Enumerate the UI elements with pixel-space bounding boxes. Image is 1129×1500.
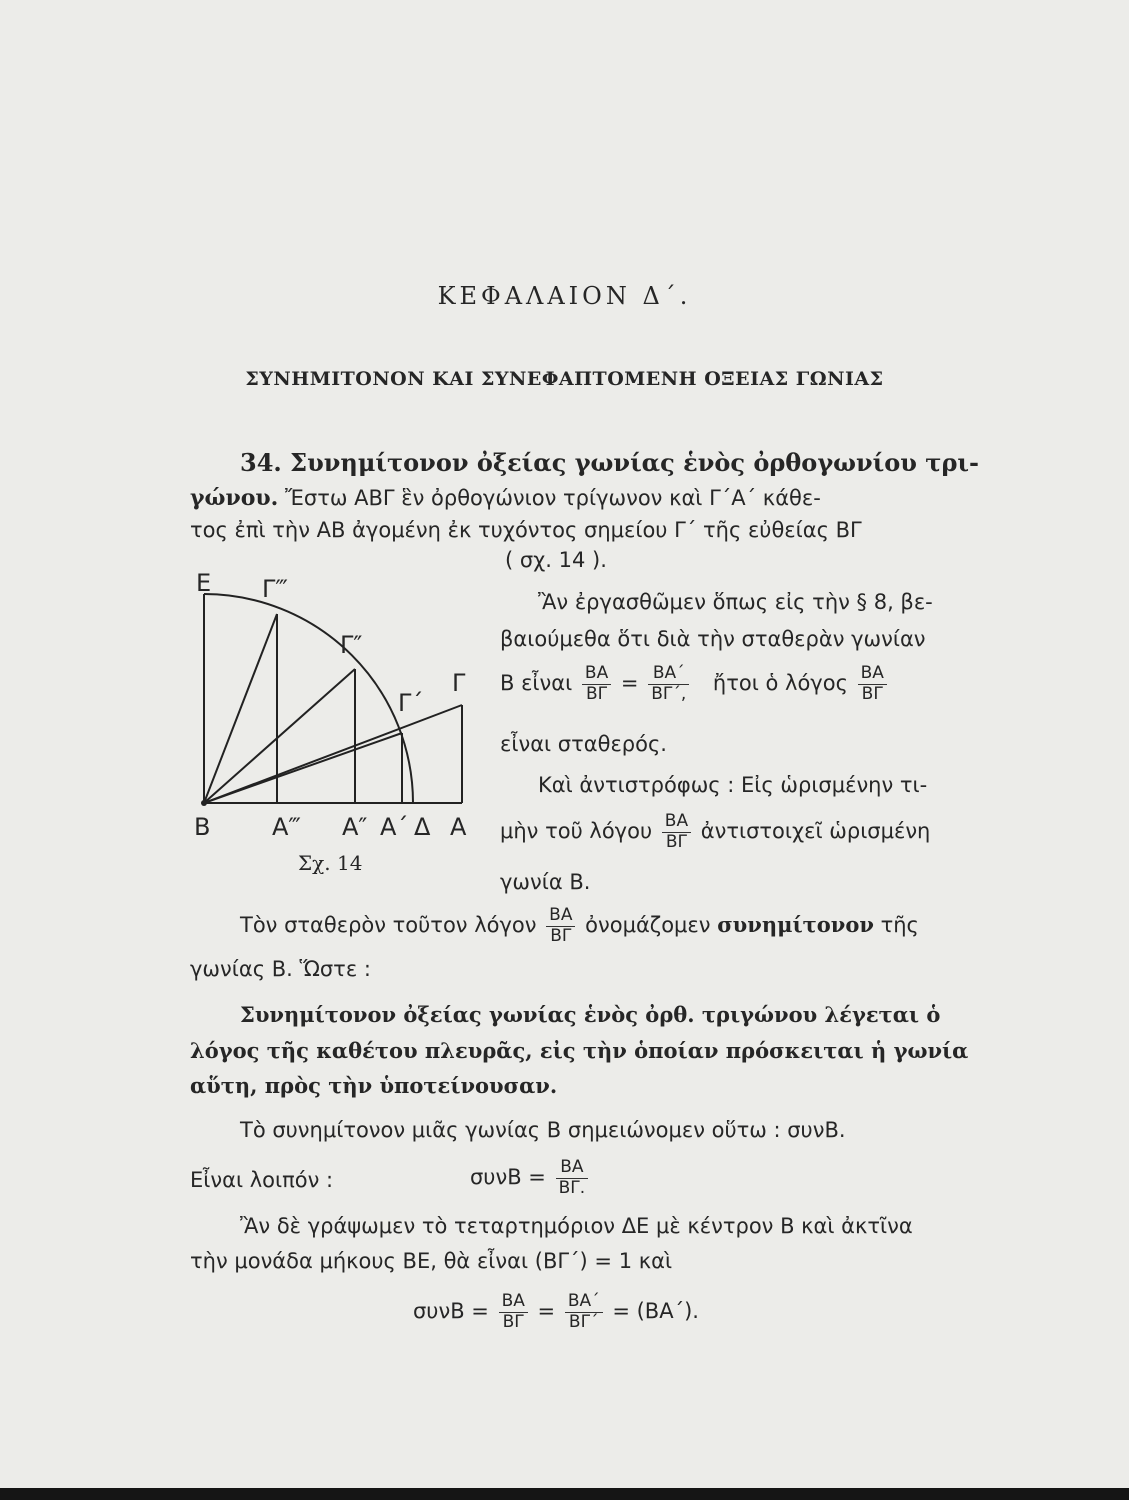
fraction-numerator: ΒΑ: [560, 1157, 584, 1177]
definition-text: αὕτη, πρὸς τὴν ὑποτείνουσαν.: [190, 1073, 558, 1098]
intro-text: Ἔστω ΑΒΓ ἓν ὀρθογώνιον τρίγωνον καὶ Γ΄Α΄ κάθε-: [285, 486, 821, 510]
fraction-bap: [648, 664, 689, 704]
definition-text: λόγος τῆς καθέτου πλευρᾶς, εἰς τὴν ὁποίαν πρόσκειται ἡ γωνία: [190, 1038, 969, 1063]
text-line: ( σχ. 14 ).: [505, 548, 607, 572]
label-A1: Α΄: [380, 813, 409, 841]
text-line: βαιούμεθα ὅτι διὰ τὴν σταθερὰν γωνίαν: [500, 627, 926, 651]
fraction-numerator: ΒΑ: [501, 1291, 525, 1311]
equation-final: [413, 1292, 699, 1332]
figure-14-drawing: [190, 565, 490, 815]
section-heading-text: Συνημίτονον ὀξείας γωνίας ἑνὸς ὀρθογωνίου τρι-: [290, 448, 979, 477]
label-A3: Α‴: [272, 813, 301, 841]
text-line: Ἂν δὲ γράψωμεν τὸ τεταρτημόριον ΔΕ μὲ κέντρον Β καὶ ἀκτῖνα: [240, 1214, 913, 1238]
label-G3: Γ‴: [262, 575, 288, 603]
label-A: Α: [450, 813, 467, 841]
fraction-denominator: ΒΓ: [546, 926, 575, 947]
fraction-ba: [499, 1292, 528, 1332]
text-span: Β εἶναι: [500, 671, 573, 696]
section-heading-34: [240, 448, 979, 477]
ray-BG: [204, 705, 462, 803]
term-cosine: συνημίτονον: [717, 912, 874, 938]
ray-BG2: [204, 669, 355, 803]
label-G1: Γ΄: [398, 689, 424, 717]
section-heading-end: γώνου.: [190, 485, 279, 511]
section-title: ΣΥΝΗΜΙΤΟΝΟΝ ΚΑΙ ΣΥΝΕΦΑΠΤΟΜΕΝΗ ΟΞΕΙΑΣ ΓΩΝΙΑΣ: [245, 368, 884, 390]
text-line: γωνία Β.: [500, 870, 591, 894]
fraction-denominator: ΒΓ.: [556, 1178, 589, 1199]
text-line: τος ἐπὶ τὴν ΑΒ ἀγομένη ἐκ τυχόντος σημείου Γ΄ τῆς εὐθείας ΒΓ: [190, 518, 862, 542]
fraction-numerator: ΒΑ΄: [652, 663, 685, 683]
fraction-ba: [546, 906, 575, 946]
text-span: = (ΒΑ΄).: [612, 1299, 699, 1324]
label-B: Β: [194, 813, 211, 841]
text-line: Ἂν ἐργασθῶμεν ὅπως εἰς τὴν § 8, βε-: [538, 590, 933, 614]
fraction-ba: [858, 664, 887, 704]
text-line: Καὶ ἀντιστρόφως : Εἰς ὡρισμένην τι-: [538, 773, 928, 797]
definition-text: Συνημίτονον ὀξείας γωνίας ἑνὸς ὀρθ. τριγώνου λέγεται ὁ: [240, 1002, 941, 1027]
text-span: Τὸν σταθερὸν τοῦτον λόγον: [240, 913, 537, 938]
text-span: συνΒ =: [470, 1165, 546, 1190]
label-G: Γ: [452, 669, 466, 697]
text-line: Τὸ συνημίτονον μιᾶς γωνίας Β σημειώνομεν οὕτω : συνΒ.: [240, 1118, 846, 1142]
fraction-denominator: ΒΓ: [662, 832, 691, 853]
label-A2: Α″: [342, 813, 368, 841]
text-line: [190, 485, 821, 511]
text-line-with-fractions: [500, 664, 890, 704]
fraction-numerator: ΒΑ: [860, 663, 884, 683]
text-line: εἶναι σταθερός.: [500, 732, 667, 756]
text-line: τὴν μονάδα μήκους ΒΕ, θὰ εἶναι (ΒΓ΄) = 1 καὶ: [190, 1249, 673, 1273]
text-span: μὴν τοῦ λόγου: [500, 819, 653, 844]
fraction-denominator: ΒΓ: [499, 1312, 528, 1333]
fraction-ba: [582, 664, 611, 704]
fraction-numerator: ΒΑ: [584, 663, 609, 683]
fraction-denominator: ΒΓ: [858, 684, 887, 705]
section-number: 34.: [240, 448, 282, 477]
text-span: τῆς: [880, 913, 919, 938]
fraction-numerator: ΒΑ΄: [567, 1291, 600, 1311]
page-bottom-border: [0, 1488, 1129, 1500]
text-span: ὀνομάζομεν: [585, 913, 711, 938]
fraction-numerator: ΒΑ: [549, 905, 573, 925]
text-line: Εἶναι λοιπόν :: [190, 1168, 334, 1192]
label-E: Ε: [196, 569, 212, 597]
fraction-denominator: ΒΓ: [582, 684, 611, 705]
fraction-denominator: ΒΓ΄,: [648, 684, 689, 705]
ray-BG3: [204, 614, 277, 803]
arc-DE: [204, 594, 413, 803]
label-D: Δ: [414, 813, 431, 841]
text-span: συνΒ =: [413, 1299, 489, 1324]
equation-cosB: [470, 1158, 591, 1198]
equals-sign: =: [537, 1299, 556, 1324]
text-span: ἤτοι ὁ λόγος: [712, 671, 848, 696]
fraction-bap: [565, 1292, 603, 1332]
fraction-numerator: ΒΑ: [664, 811, 689, 831]
vertex-B: [201, 800, 207, 806]
text-line: γωνίας Β. Ὥστε :: [190, 957, 371, 981]
text-line-with-fractions: [500, 812, 930, 852]
fraction-denominator: ΒΓ΄: [565, 1312, 603, 1333]
fraction-ba: [662, 812, 691, 852]
text-span: ἀντιστοιχεῖ ὡρισμένη: [700, 819, 931, 844]
text-line-with-fractions: [240, 906, 919, 946]
chapter-title: ΚΕΦΑΛΑΙΟΝ Δ΄.: [437, 282, 692, 310]
label-G2: Γ″: [340, 631, 363, 659]
figure-caption: Σχ. 14: [298, 851, 363, 875]
fraction-ba: [556, 1158, 589, 1198]
equals-sign: =: [620, 671, 639, 696]
